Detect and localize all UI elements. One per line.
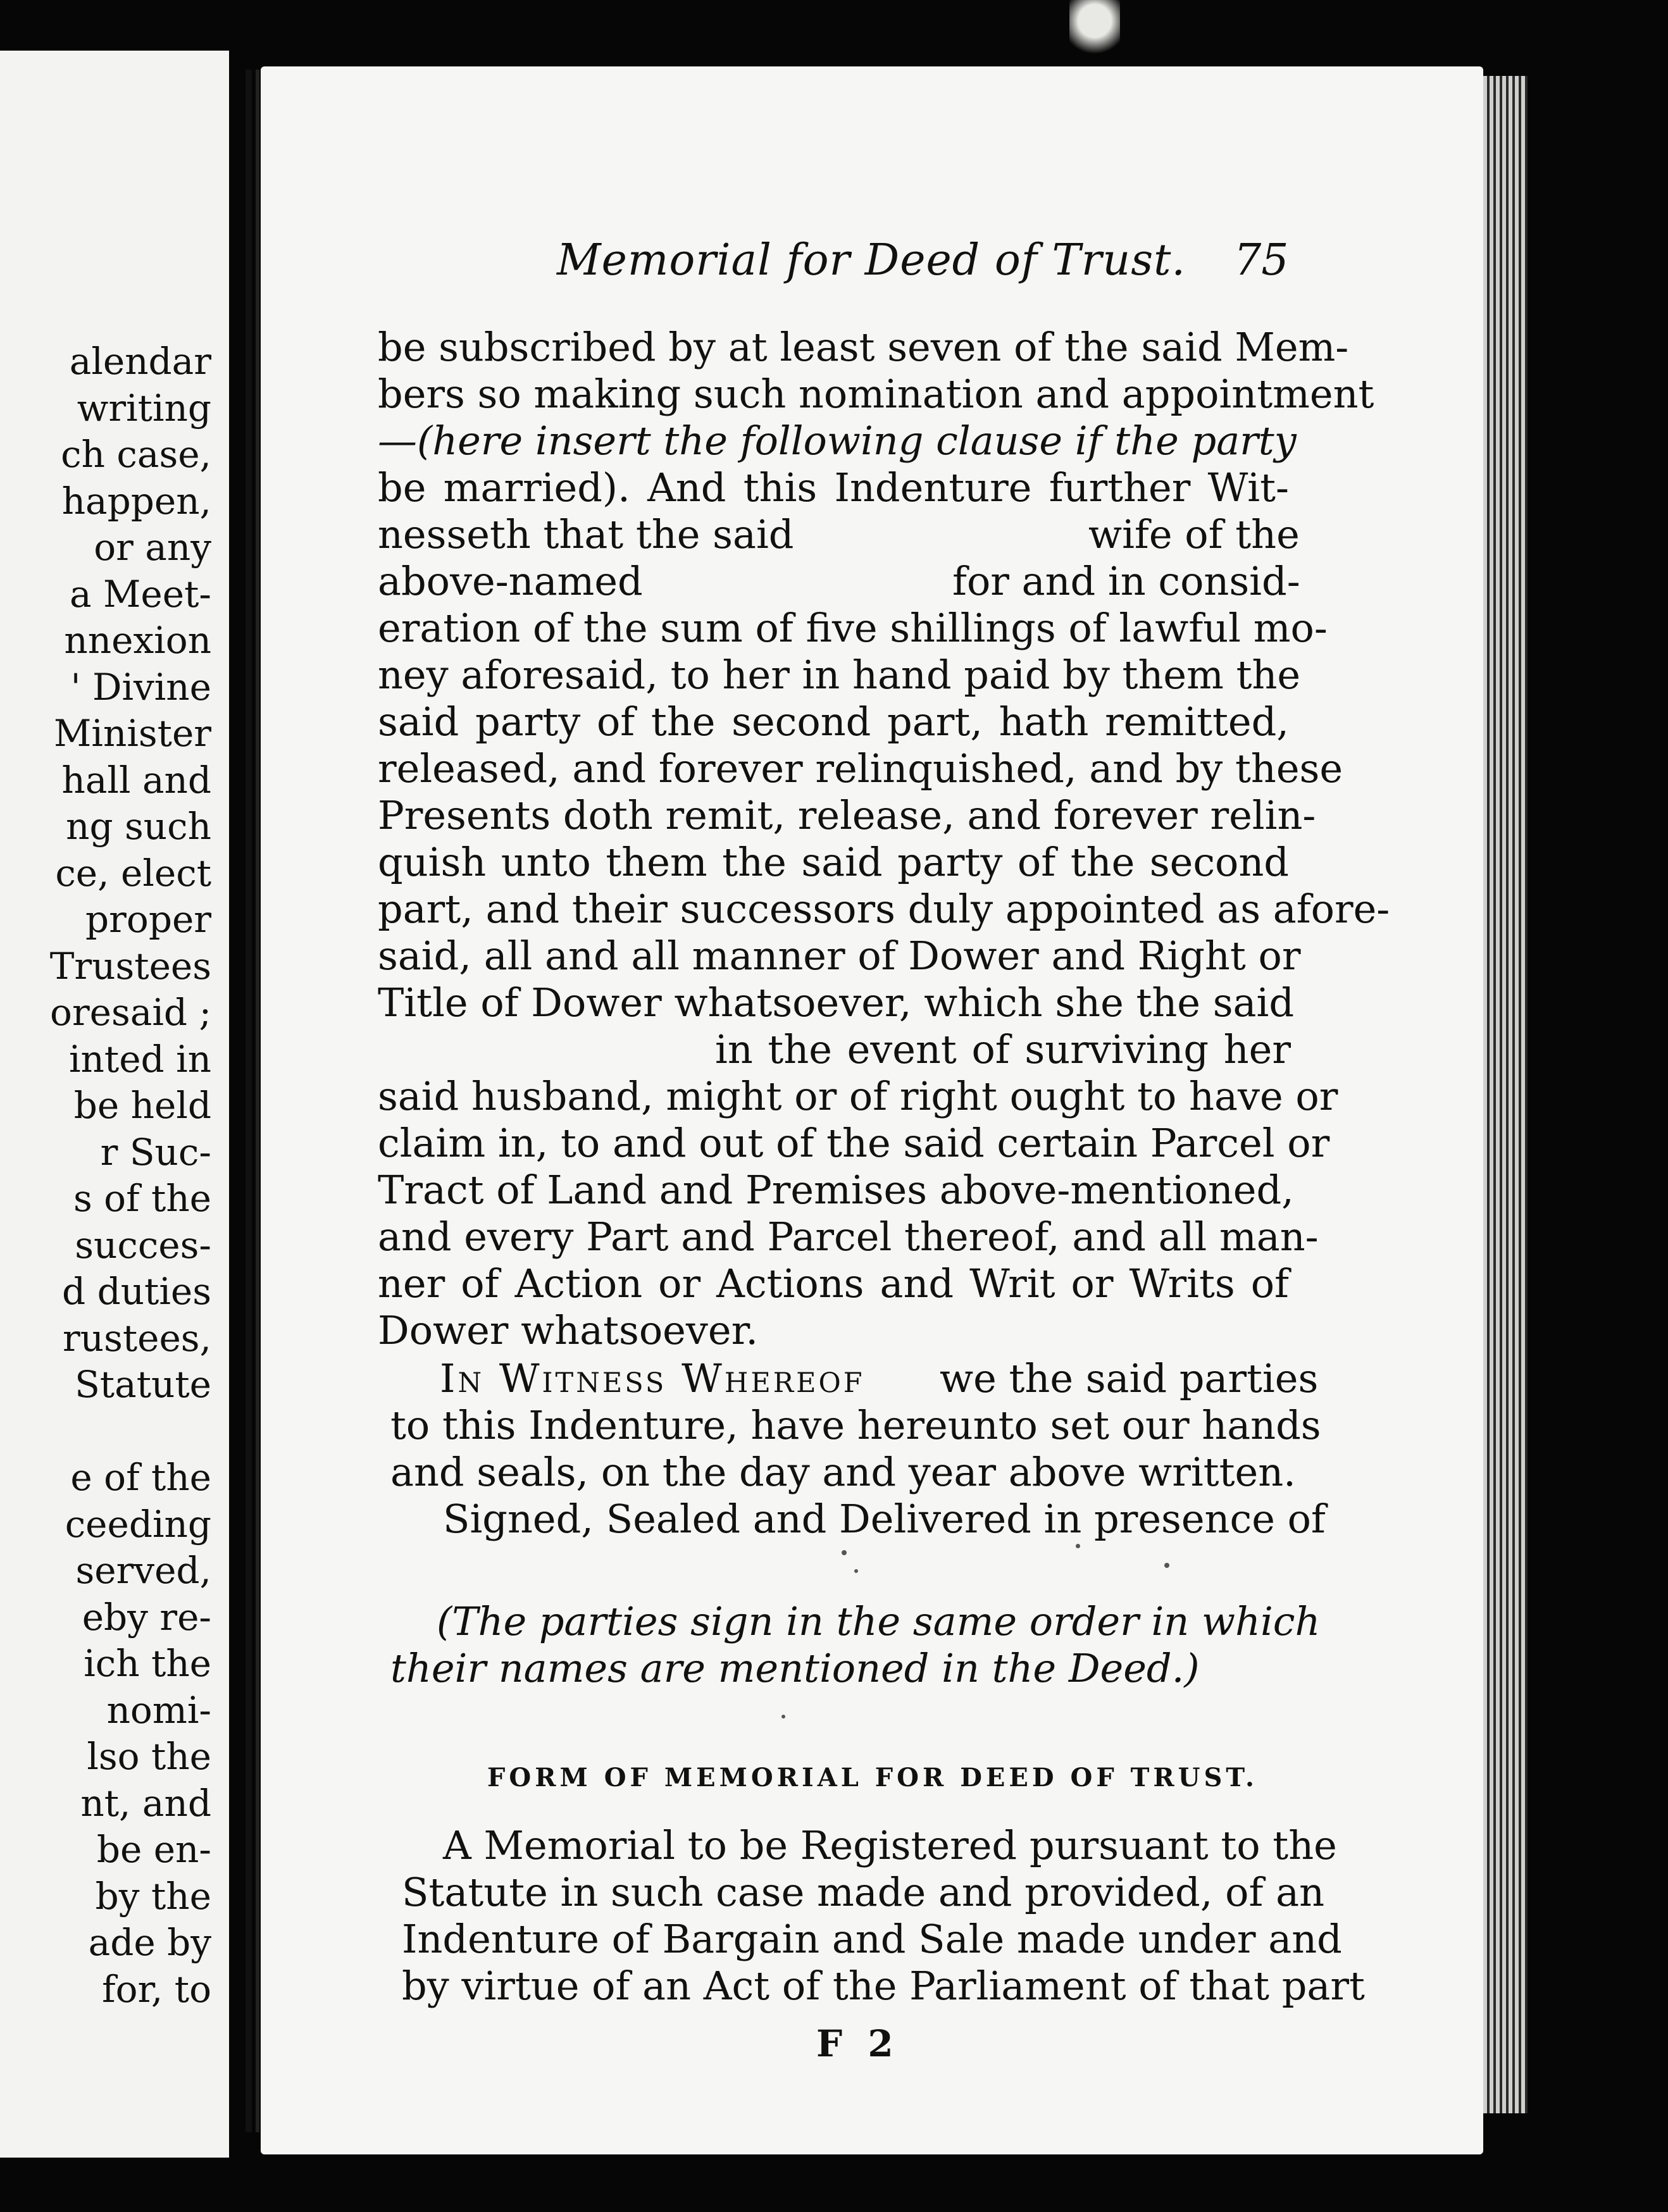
body-line: said husband, might or of right ought to have or — [378, 1073, 1338, 1119]
left-page-line: s of the — [73, 1177, 211, 1220]
left-page-line: r Suc- — [100, 1130, 211, 1174]
body-line: said, all and all manner of Dower and Right or — [378, 933, 1301, 979]
running-head: Memorial for Deed of Trust. — [557, 235, 1186, 285]
body-line: and seals, on the day and year above written. — [390, 1449, 1296, 1495]
left-page-line: ich the — [84, 1642, 211, 1685]
body-line: be subscribed by at least seven of the said Mem- — [378, 324, 1349, 370]
memorial-line: Statute in such case made and provided, of an — [402, 1869, 1324, 1915]
body-line: above-named — [378, 558, 643, 604]
left-page-line: ng such — [66, 805, 211, 848]
body-line: Title of Dower whatsoever, which she the said — [378, 979, 1295, 1026]
page-number: 75 — [1234, 235, 1289, 285]
body-line: part, and their successors duly appointed as afore- — [378, 886, 1390, 932]
gutter-shadow — [246, 70, 252, 2132]
body-line-witness: In Witness Whereof — [440, 1355, 865, 1401]
body-line: Dower whatsoever. — [378, 1307, 759, 1353]
body-line: ney aforesaid, to her in hand paid by them the — [378, 652, 1301, 698]
ink-speck — [1164, 1563, 1169, 1568]
ink-speck — [1076, 1544, 1080, 1548]
ink-speck — [854, 1569, 858, 1573]
left-page-line: writing — [77, 386, 211, 430]
left-page-line: or any — [94, 526, 211, 569]
body-line: Signed, Sealed and Delivered in presence of — [443, 1496, 1326, 1542]
body-line: quish unto them the said party of the second — [378, 839, 1289, 885]
left-page-line: succes- — [75, 1223, 211, 1267]
left-page-line: a Meet- — [70, 572, 211, 616]
left-page-line: Statute — [75, 1363, 211, 1406]
left-page-line: nnexion — [64, 619, 211, 662]
gutter-shadow-inner — [256, 70, 259, 2132]
left-page-line: alendar — [69, 340, 211, 383]
left-page-line: Minister — [54, 712, 211, 755]
body-line: to this Indenture, have hereunto set our hands — [390, 1402, 1321, 1448]
signature-mark: F 2 — [816, 2022, 900, 2065]
left-page-line: proper — [85, 898, 211, 941]
memorial-line: by virtue of an Act of the Parliament of that part — [402, 1963, 1365, 2009]
paper-tear — [1069, 0, 1120, 70]
ink-speck — [781, 1715, 785, 1718]
left-page-line: oresaid ; — [50, 991, 211, 1034]
body-line: Tract of Land and Premises above-mentioned, — [378, 1167, 1294, 1213]
left-page-line: hall and — [61, 758, 211, 802]
left-page-line: Trustees — [49, 944, 211, 988]
left-page-line: lso the — [87, 1735, 211, 1778]
left-page-line: ce, elect — [55, 851, 211, 895]
left-page-line: nt, and — [80, 1781, 211, 1825]
left-page-line: ' Divine — [70, 665, 211, 709]
left-page-line: e of the — [70, 1456, 211, 1499]
body-line: be married). And this Indenture further Wit- — [378, 464, 1289, 511]
body-line: released, and forever relinquished, and by these — [378, 745, 1343, 792]
memorial-line: Indenture of Bargain and Sale made under and — [402, 1916, 1342, 1962]
italic-note: (The parties sign in the same order in which — [437, 1598, 1321, 1644]
left-page-line: nomi- — [106, 1688, 211, 1732]
body-line: said party of the second part, hath remitted, — [378, 699, 1289, 745]
left-page-line: d duties — [62, 1270, 211, 1313]
section-heading: FORM OF MEMORIAL FOR DEED OF TRUST. — [487, 1763, 1258, 1793]
left-page-line: ade by — [88, 1921, 211, 1964]
body-line: ner of Action or Actions and Writ or Writs of — [378, 1260, 1289, 1307]
left-page-line: be en- — [96, 1828, 211, 1871]
body-line: eration of the sum of five shillings of lawful mo- — [378, 605, 1328, 651]
italic-note: their names are mentioned in the Deed.) — [390, 1645, 1200, 1691]
body-line: and every Part and Parcel thereof, and all man- — [378, 1214, 1319, 1260]
left-page — [0, 51, 229, 2158]
body-line: we the said parties — [940, 1355, 1319, 1401]
left-page-line: ceeding — [65, 1502, 211, 1546]
body-line: bers so making such nomination and appointment — [378, 371, 1374, 417]
left-page-line: happen, — [61, 479, 211, 523]
body-line: in the event of surviving her — [715, 1026, 1291, 1072]
memorial-line: A Memorial to be Registered pursuant to the — [443, 1822, 1337, 1868]
left-page-line: inted in — [68, 1037, 211, 1081]
body-line: nesseth that the said — [378, 511, 794, 557]
body-line: for and in consid- — [952, 558, 1300, 604]
left-page-line: rustees, — [62, 1316, 211, 1360]
body-line: wife of the — [1088, 511, 1300, 557]
left-page-line: for, to — [102, 1967, 211, 2011]
body-line: —(here insert the following clause if the party — [378, 418, 1297, 464]
left-page-line: by the — [95, 1874, 211, 1918]
left-page-line: served, — [75, 1549, 211, 1592]
body-line: Presents doth remit, release, and forever relin- — [378, 792, 1316, 838]
page-edges — [1483, 76, 1528, 2113]
body-line: claim in, to and out of the said certain Parcel or — [378, 1120, 1330, 1166]
left-page-line: be held — [73, 1084, 211, 1127]
ink-speck — [842, 1550, 847, 1555]
left-page-line: eby re- — [82, 1595, 211, 1639]
left-page-line: ch case, — [61, 433, 211, 476]
